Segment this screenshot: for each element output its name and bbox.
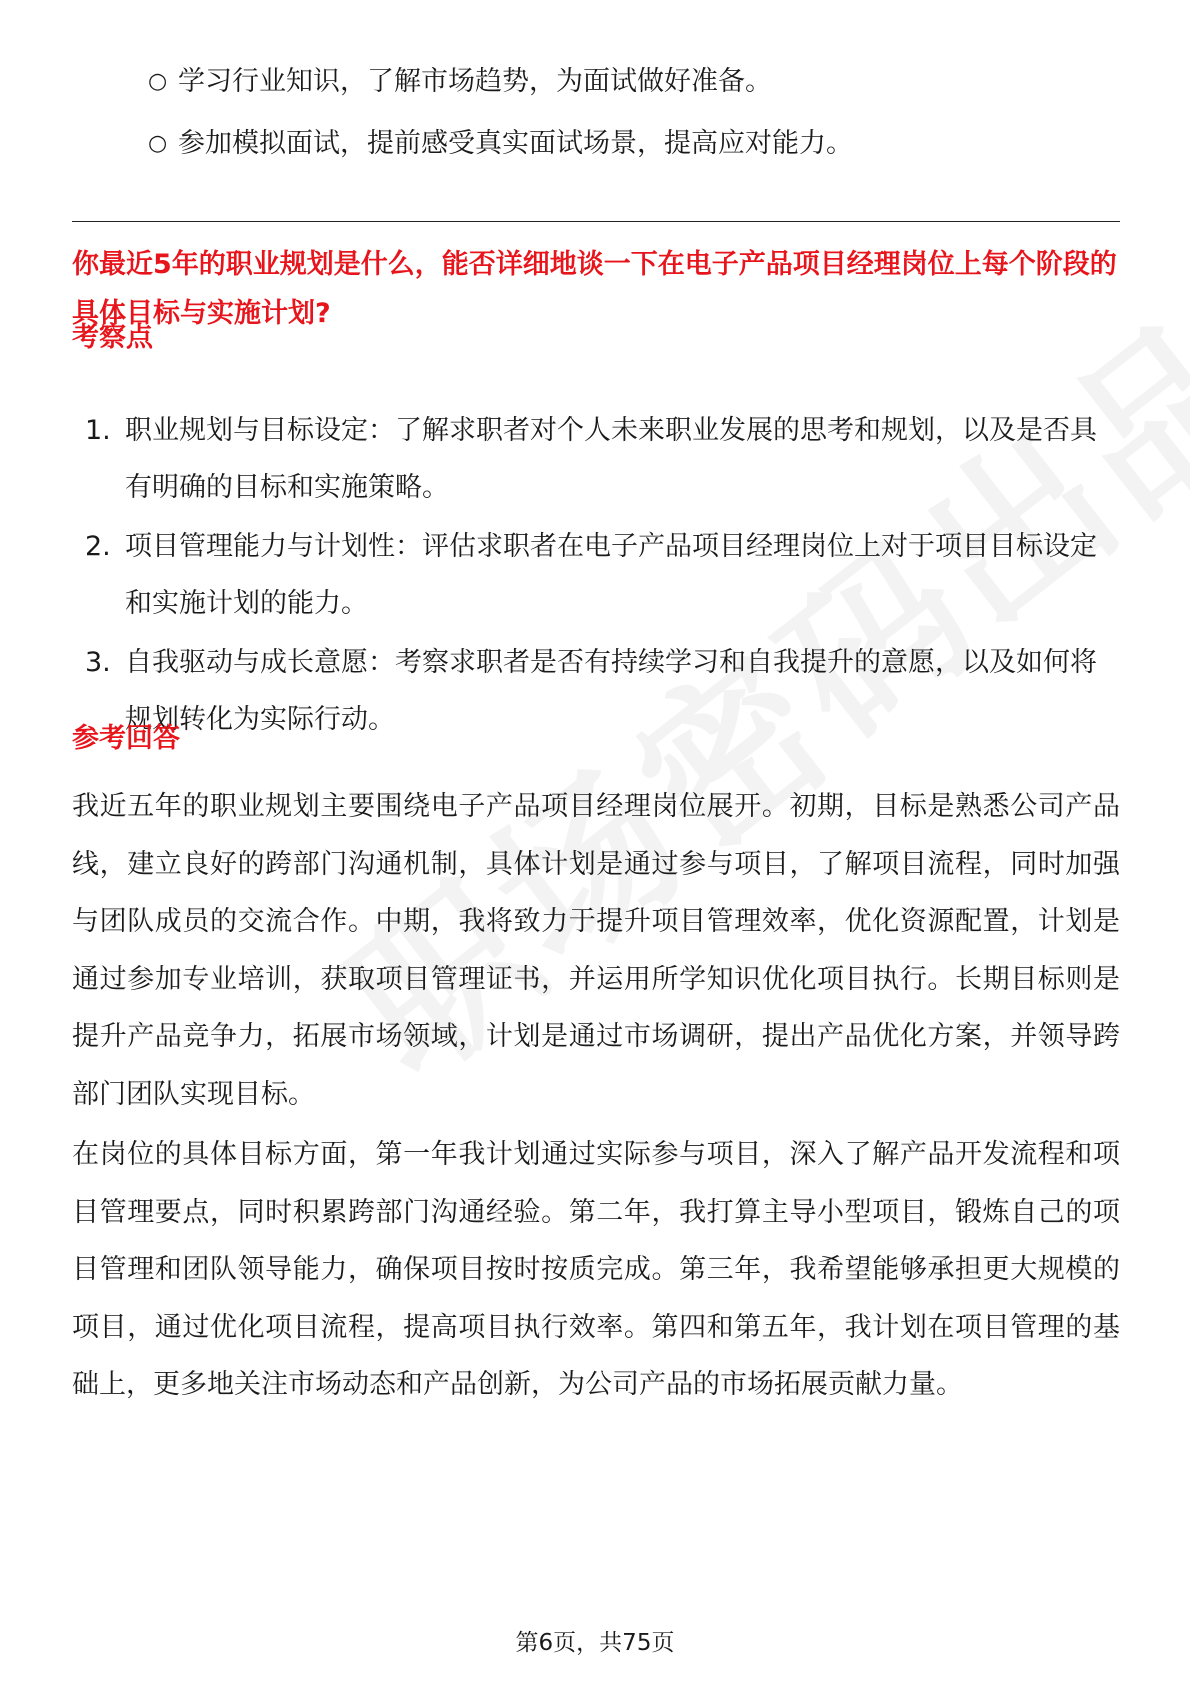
assessment-points bbox=[85, 402, 1120, 750]
question-heading: 你最近5年的职业规划是什么，能否详细地谈一下在电子产品项目经理岗位上每个阶段的具体目标与实施计划? bbox=[72, 249, 1117, 329]
page-number: 第6页，共75页 bbox=[515, 1630, 675, 1656]
circle-bullet-icon: ○ bbox=[148, 131, 168, 156]
list-text: 职业规划与目标设定：了解求职者对个人未来职业发展的思考和规划，以及是否具有明确的目标和实施策略。 bbox=[125, 415, 1097, 503]
bullet-item bbox=[148, 60, 1108, 122]
bullet-text: 学习行业知识，了解市场趋势，为面试做好准备。 bbox=[178, 66, 772, 97]
list-text: 自我驱动与成长意愿：考察求职者是否有持续学习和自我提升的意愿，以及如何将规划转化为实际行动。 bbox=[125, 647, 1097, 735]
list-text: 项目管理能力与计划性：评估求职者在电子产品项目经理岗位上对于项目目标设定和实施计划的能力。 bbox=[125, 531, 1097, 619]
list-item bbox=[85, 518, 1120, 632]
bullet-item bbox=[148, 122, 1108, 184]
list-number: 1. bbox=[85, 415, 111, 446]
answer-title: 参考回答 bbox=[72, 723, 180, 754]
circle-bullet-icon: ○ bbox=[148, 69, 168, 94]
list-number: 3. bbox=[85, 647, 111, 678]
section-divider bbox=[72, 221, 1120, 222]
list-number: 2. bbox=[85, 531, 111, 562]
bullet-list bbox=[148, 60, 1108, 184]
answer-paragraph: 我近五年的职业规划主要围绕电子产品项目经理岗位展开。初期，目标是熟悉公司产品线，建立良好的跨部门沟通机制，具体计划是通过参与项目，了解项目流程，同时加强与团队成员的交流合作。中期，我将致力于提升项目管理效率，优化资源配置，计划是通过参加专业培训，获取项目管理证书，并运用所学知识优化项目执行。长期目标则是提升产品竞争力，拓展市场领域，计划是通过市场调研，提出产品优化方案，并领导跨部门团队实现目标。 bbox=[72, 791, 1120, 1110]
assessment-title: 考察点 bbox=[72, 322, 153, 353]
answer-paragraph: 在岗位的具体目标方面，第一年我计划通过实际参与项目，深入了解产品开发流程和项目管理要点，同时积累跨部门沟通经验。第二年，我打算主导小型项目，锻炼自己的项目管理和团队领导能力，确保项目按时按质完成。第三年，我希望能够承担更大规模的项目，通过优化项目流程，提高项目执行效率。第四和第五年，我计划在项目管理的基础上，更多地关注市场动态和产品创新，为公司产品的市场拓展贡献力量。 bbox=[72, 1139, 1120, 1401]
bullet-text: 参加模拟面试，提前感受真实面试场景，提高应对能力。 bbox=[178, 128, 853, 159]
list-item bbox=[85, 402, 1120, 516]
